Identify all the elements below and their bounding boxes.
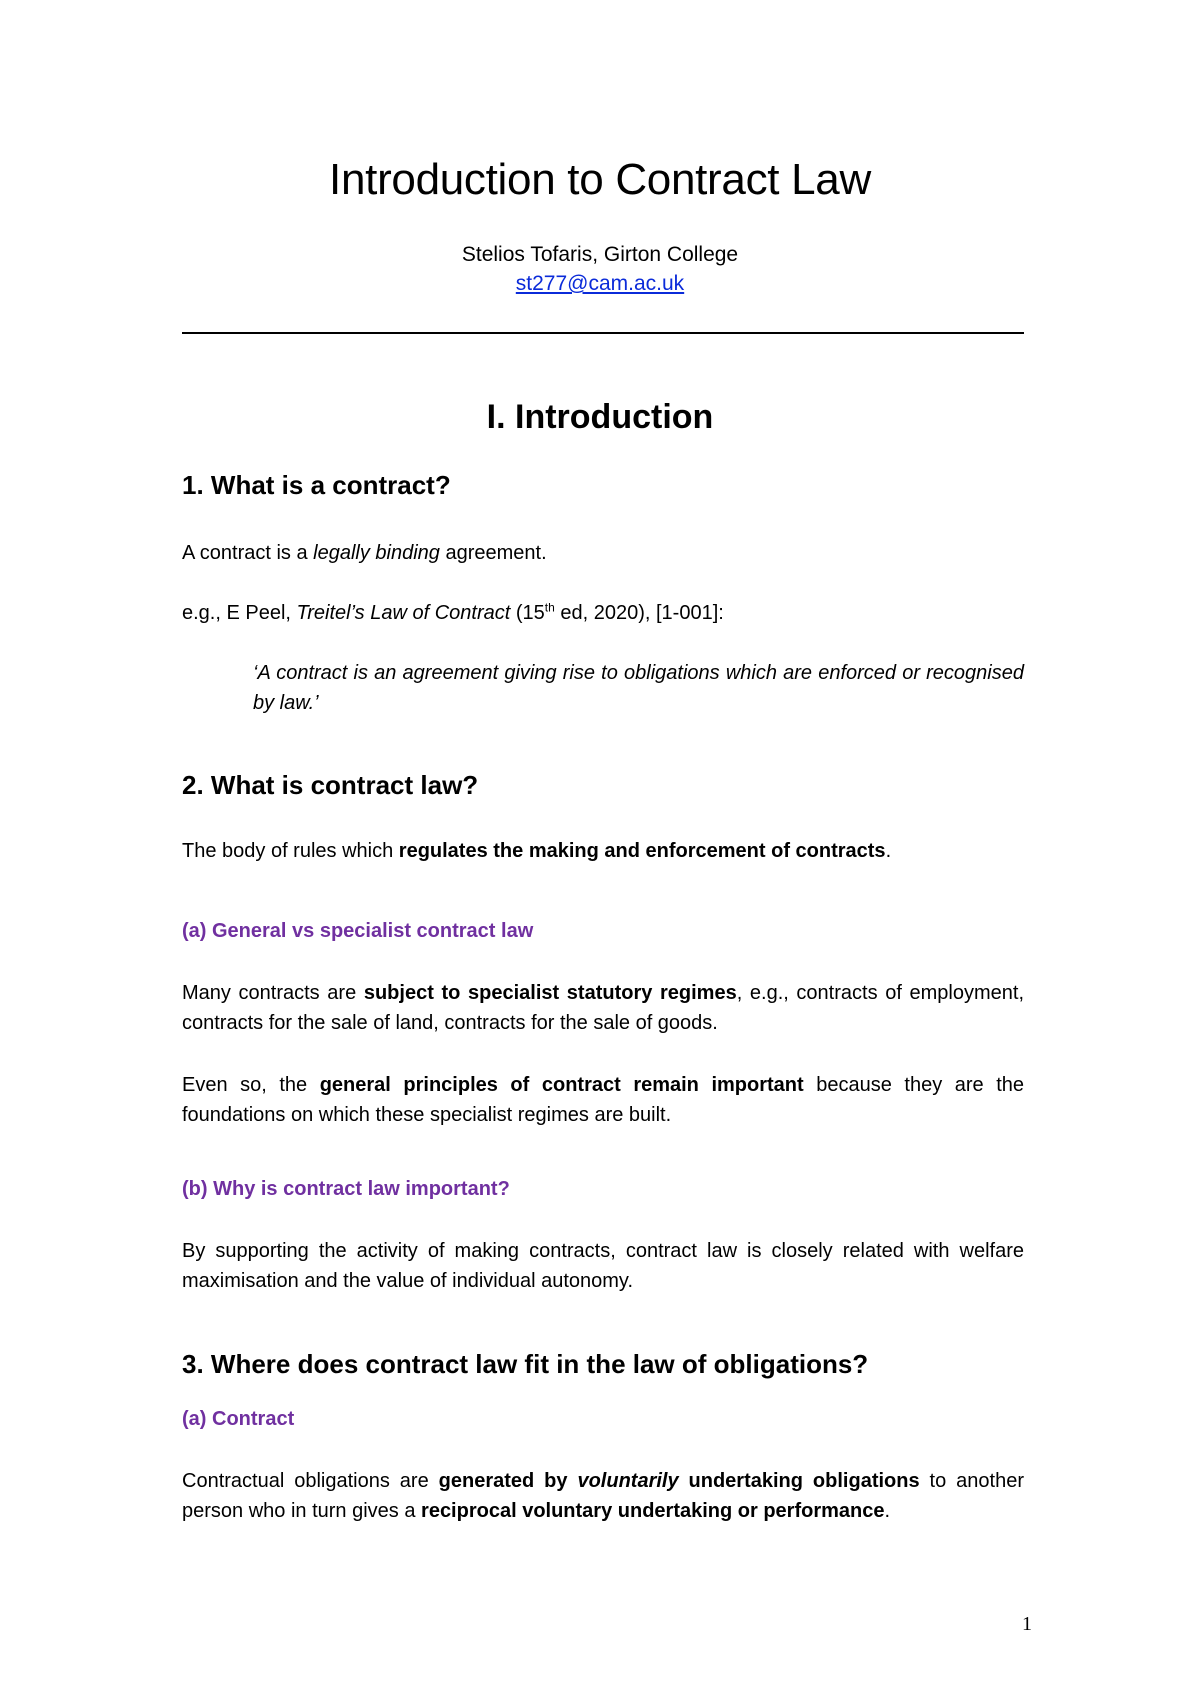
treitel-citation: e.g., E Peel, Treitel’s Law of Contract (15th ed, 2020), [1-001]: bbox=[182, 600, 724, 624]
treitel-quote: ‘A contract is an agreement giving rise to obligations which are enforced or recognised by law.’ bbox=[253, 662, 1024, 714]
section-2-heading: 2. What is contract law? bbox=[182, 770, 479, 800]
section-3-heading: 3. Where does contract law fit in the law of obligations? bbox=[182, 1349, 869, 1379]
specialist-regimes-paragraph: Many contracts are subject to specialist statutory regimes, e.g., contracts of employment, contracts for the sale of land, contracts for the sale of goods. bbox=[182, 982, 1025, 1034]
title-divider bbox=[182, 332, 1024, 334]
contract-definition: A contract is a legally binding agreement. bbox=[182, 542, 547, 564]
importance-paragraph: By supporting the activity of making contracts, contract law is closely related with welfare maximisation and the value of individual autonomy. bbox=[182, 1240, 1024, 1292]
contract-law-definition: The body of rules which regulates the making and enforcement of contracts. bbox=[182, 840, 892, 862]
subsection-3a-heading: (a) Contract bbox=[182, 1408, 295, 1430]
subsection-2a-heading: (a) General vs specialist contract law bbox=[182, 920, 534, 942]
section-1-heading: 1. What is a contract? bbox=[182, 470, 451, 500]
document-title: Introduction to Contract Law bbox=[329, 155, 871, 204]
contractual-obligations-paragraph: Contractual obligations are generated by voluntarily undertaking obligations to another person who in turn gives a reciprocal voluntary undertaking or performance. bbox=[182, 1470, 1024, 1522]
general-principles-paragraph: Even so, the general principles of contract remain important because they are the foundations on which these specialist regimes are built. bbox=[182, 1074, 1024, 1126]
author-line: Stelios Tofaris, Girton College bbox=[461, 243, 739, 266]
author-email-link[interactable]: st277@cam.ac.uk bbox=[515, 272, 685, 295]
subsection-2b-heading: (b) Why is contract law important? bbox=[182, 1178, 510, 1200]
page-number: 1 bbox=[1022, 1613, 1032, 1635]
part-heading: I. Introduction bbox=[486, 398, 714, 436]
